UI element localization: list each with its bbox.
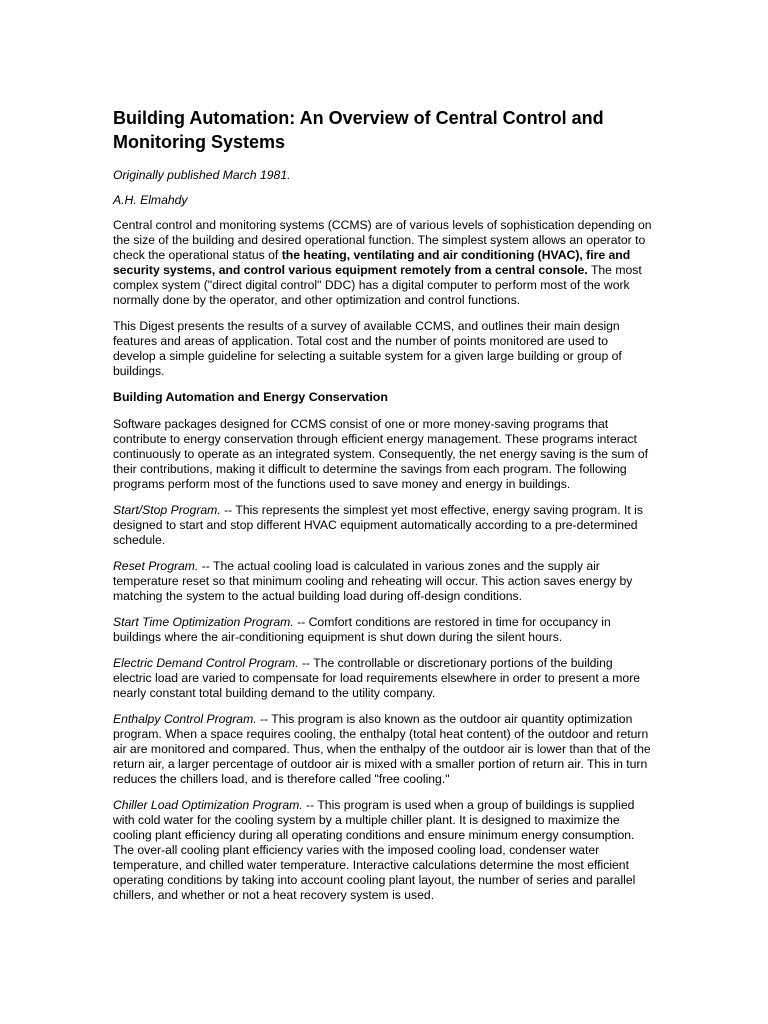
program-name: Start Time Optimization Program. [113, 615, 294, 629]
document-title: Building Automation: An Overview of Central Control and Monitoring Systems [113, 108, 604, 152]
program-name: Start/Stop Program. [113, 503, 221, 517]
publication-date: Originally published March 1981. [113, 168, 291, 182]
document-page [113, 106, 653, 914]
program-name: Reset Program. [113, 559, 199, 573]
author: A.H. Elmahdy [113, 193, 188, 207]
software-paragraph: Software packages designed for CCMS consist of one or more money-saving programs that contribute to energy conservation through efficient energy management. These programs interact continuously to operate as an integrated system. Consequently, the net energy saving is the sum of their contributions, making it difficult to determine the savings from each program. The following programs perform most of the functions used to save money and energy in buildings. [113, 417, 648, 491]
program-paragraph [113, 615, 653, 645]
program-text: -- This program is also known as the outdoor air quantity optimization program. When a space requires cooling, the enthalpy (total heat content) of the outdoor and return air are monitored and compared. Thus, when the enthalpy of the outdoor air is lower than that of the return air, a larger percentage of outdoor air is mixed with a smaller portion of return air. This in turn reduces the chillers load, and is therefore called "free cooling." [113, 712, 651, 786]
program-name: Electric Demand Control Program. [113, 656, 299, 670]
program-name: Chiller Load Optimization Program. [113, 798, 303, 812]
program-text: -- Comfort conditions are restored in time for occupancy in buildings where the air-conditioning equipment is shut down during the silent hours. [113, 615, 611, 644]
program-text: -- The controllable or discretionary portions of the building electric load are varied to compensate for load requirements elsewhere in order to present a more nearly constant total building demand to the utility company. [113, 656, 641, 700]
program-text: -- The actual cooling load is calculated in various zones and the supply air temperature reset so that minimum cooling and reheating will occur. This action saves energy by matching the system to the actual building load during off-design conditions. [113, 559, 633, 603]
intro-paragraph [113, 218, 653, 308]
intro-text-2: The most complex system ("direct digital control" DDC) has a digital computer to perform most of the work normally done by the operator, and other optimization and control functions. [113, 263, 642, 307]
program-paragraph [113, 503, 653, 548]
program-paragraph [113, 712, 653, 787]
program-name: Enthalpy Control Program. [113, 712, 257, 726]
program-text: -- This program is used when a group of buildings is supplied with cold water for the cooling system by a multiple chiller plant. It is designed to maximize the cooling plant efficiency during all operating conditions and ensure minimum energy consumption. The over-all cooling plant efficiency varies with the imposed cooling load, condenser water temperature, and chilled water temperature. Interactive calculations determine the most efficient operating conditions by taking into account cooling plant layout, the number of series and parallel chillers, and whether or not a heat recovery system is used. [113, 798, 636, 902]
intro-bold-text: the heating, ventilating and air conditioning (HVAC), fire and security systems, and control various equipment remotely from a central console. [113, 248, 631, 277]
program-paragraph [113, 559, 653, 604]
section-heading: Building Automation and Energy Conservation [113, 390, 388, 404]
program-paragraph [113, 798, 653, 903]
digest-paragraph: This Digest presents the results of a survey of available CCMS, and outlines their main design features and areas of application. Total cost and the number of points monitored are used to develop a simple guideline for selecting a suitable system for a given large building or group of buildings. [113, 319, 622, 378]
intro-text-1: Central control and monitoring systems (CCMS) are of various levels of sophistication depending on the size of the building and desired operational function. The simplest system allows an operator to check the operational status of [113, 218, 652, 262]
program-paragraph [113, 656, 653, 701]
program-text: -- This represents the simplest yet most effective, energy saving program. It is designed to start and stop different HVAC equipment automatically according to a pre-determined schedule. [113, 503, 643, 547]
